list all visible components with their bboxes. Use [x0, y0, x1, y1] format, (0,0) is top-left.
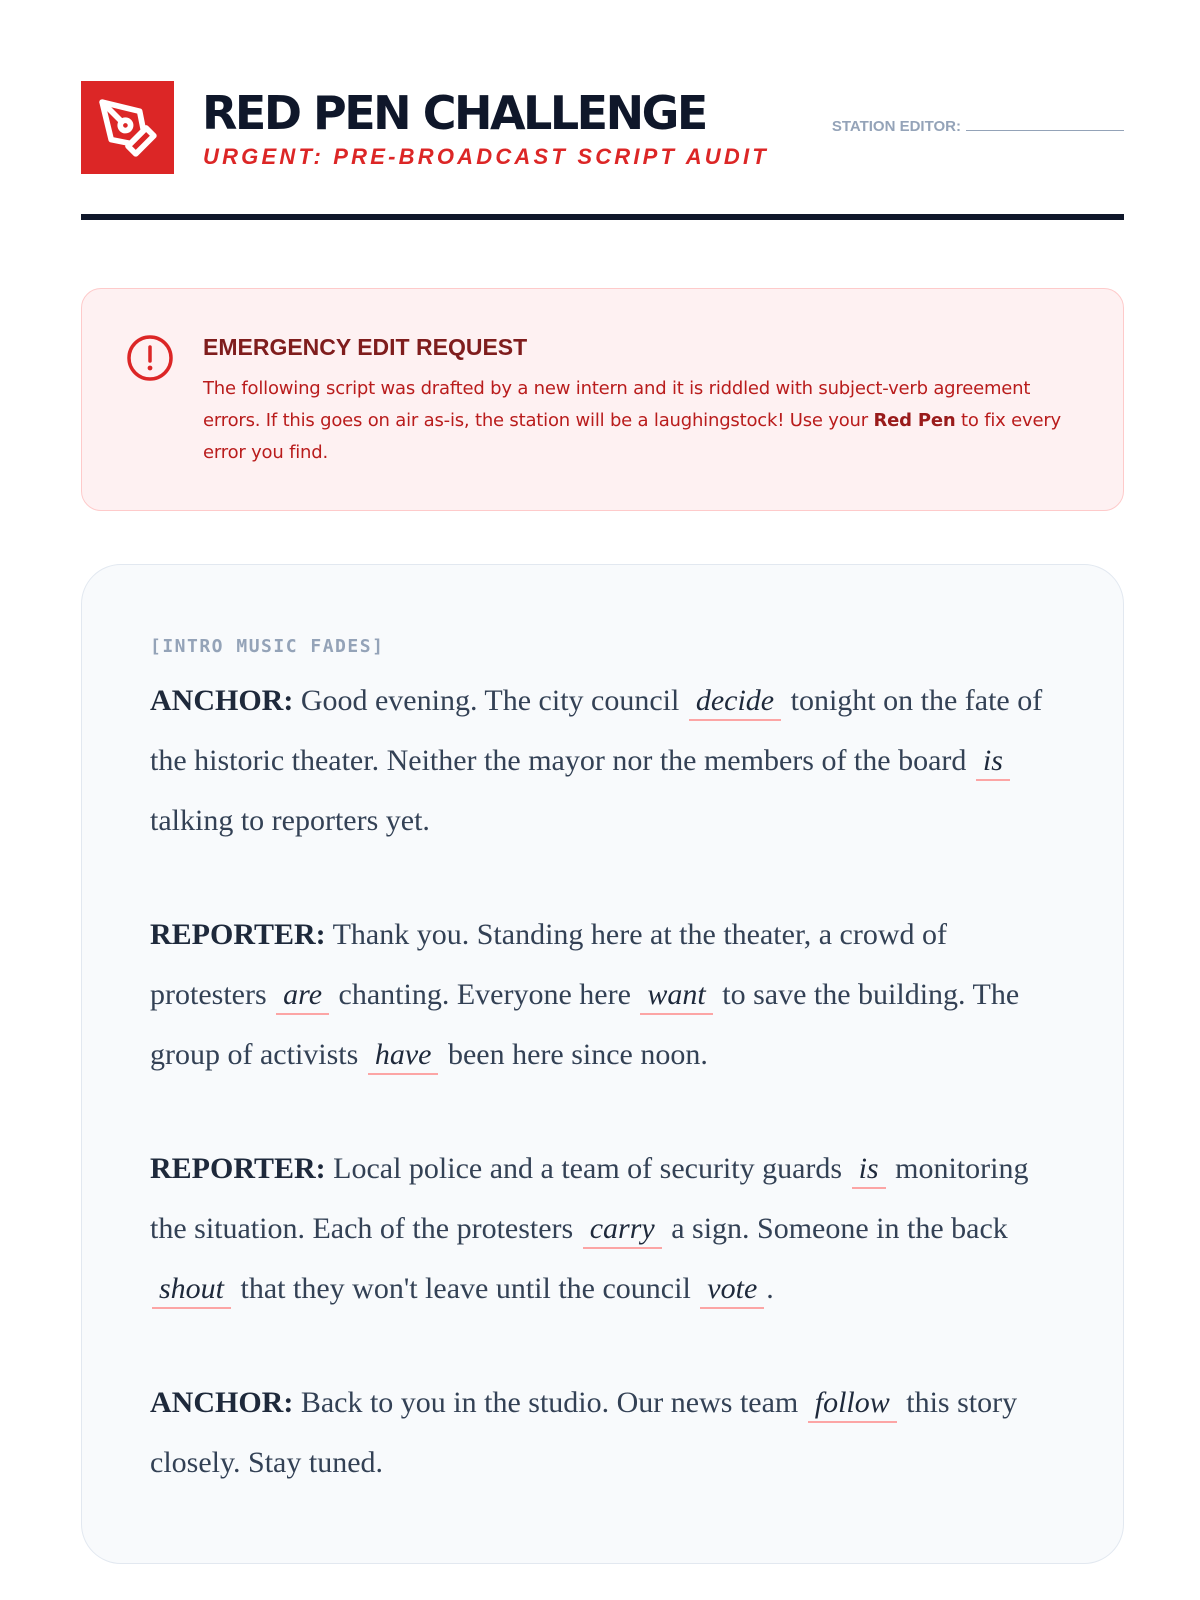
alert-body — [203, 373, 1073, 469]
script-text: Good evening. The city council — [300, 684, 680, 717]
script-paragraph — [150, 1139, 1060, 1319]
error-word[interactable]: want — [640, 977, 712, 1015]
header-divider — [81, 214, 1124, 220]
alert-box — [81, 288, 1124, 511]
station-editor-field — [832, 118, 1124, 135]
script-text: Thank you. Standing here at the theater, a crowd of protesters — [150, 918, 948, 1011]
script-text: that they won't leave until the council — [240, 1272, 691, 1305]
alert-bold-text: Red Pen — [873, 410, 956, 431]
script-text: . — [766, 1272, 774, 1305]
script-text: monitoring the situation. Each of the protesters — [150, 1152, 1029, 1245]
alert-text: The following script was drafted by a new intern and it is riddled with subject-verb agreement errors. If this goes on air as-is, the station will be a laughingstock! Use your — [203, 378, 1031, 431]
speaker-label: ANCHOR: — [150, 684, 294, 717]
script-text: Local police and a team of security guards — [333, 1152, 843, 1185]
script-text: chanting. Everyone here — [338, 978, 631, 1011]
script-paragraph — [150, 905, 1060, 1085]
error-word[interactable]: follow — [808, 1385, 897, 1423]
logo — [81, 81, 174, 174]
script-paragraph — [150, 671, 1060, 851]
header — [81, 81, 1124, 175]
speaker-label: REPORTER: — [150, 918, 326, 951]
error-word[interactable]: shout — [152, 1271, 231, 1309]
script-text: been here since noon. — [447, 1038, 708, 1071]
error-word[interactable]: vote — [700, 1271, 764, 1309]
station-editor-blank[interactable] — [966, 129, 1124, 131]
script-text: to save the building. The group of activists — [150, 978, 1020, 1071]
speaker-label: REPORTER: — [150, 1152, 326, 1185]
pen-nib-icon — [97, 97, 159, 159]
speaker-label: ANCHOR: — [150, 1386, 294, 1419]
script-paragraph — [150, 1373, 1060, 1493]
error-word[interactable]: is — [852, 1151, 886, 1189]
alert-text-end: to fix every error you find. — [203, 410, 1062, 463]
error-word[interactable]: is — [976, 743, 1010, 781]
error-word[interactable]: decide — [689, 683, 781, 721]
script-card — [81, 564, 1124, 1564]
script-text: Back to you in the studio. Our news team — [300, 1386, 799, 1419]
page-subtitle: URGENT: PRE-BROADCAST SCRIPT AUDIT — [203, 144, 769, 169]
station-editor-label: STATION EDITOR: — [831, 118, 961, 135]
exclamation-circle-icon — [125, 333, 175, 383]
script-text: a sign. Someone in the back — [671, 1212, 1008, 1245]
page-title: RED PEN CHALLENGE — [202, 86, 706, 140]
error-word[interactable]: have — [368, 1037, 439, 1075]
stage-cue: [INTRO MUSIC FADES] — [150, 636, 385, 657]
error-word[interactable]: are — [276, 977, 329, 1015]
alert-title: EMERGENCY EDIT REQUEST — [203, 334, 528, 360]
script-text: tonight on the fate of the historic theater. Neither the mayor nor the members of the board — [150, 684, 1043, 777]
script-text: talking to reporters yet. — [150, 804, 430, 837]
script-text: this story closely. Stay tuned. — [150, 1386, 1018, 1479]
error-word[interactable]: carry — [583, 1211, 662, 1249]
